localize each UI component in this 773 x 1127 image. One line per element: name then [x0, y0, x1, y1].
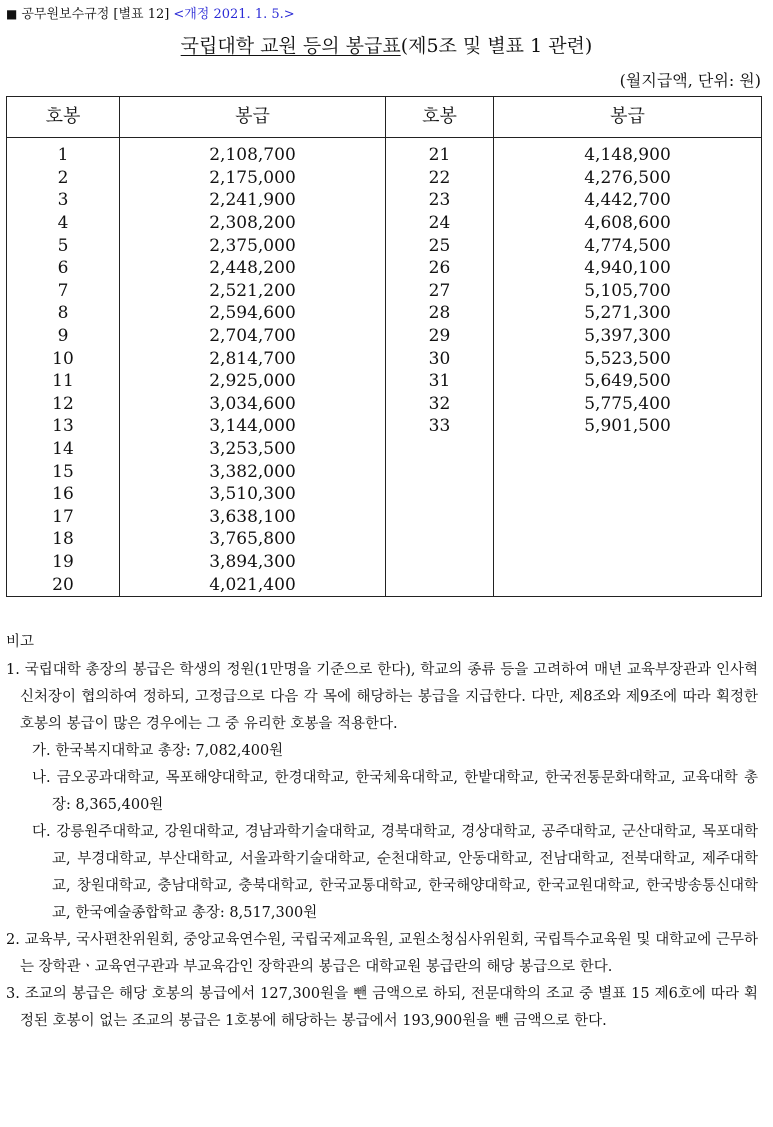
pay-cell [494, 528, 762, 551]
step-cell: 11 [7, 370, 120, 393]
step-cell: 15 [7, 460, 120, 483]
pay-cell: 2,308,200 [120, 212, 386, 235]
table-row [7, 234, 762, 257]
pay-cell: 4,608,600 [494, 212, 762, 235]
table-row [7, 280, 762, 303]
table-row [7, 460, 762, 483]
pay-cell: 4,940,100 [494, 257, 762, 280]
pay-cell [494, 460, 762, 483]
pay-cell: 2,925,000 [120, 370, 386, 393]
notes-section [6, 631, 758, 1035]
column-header-pay: 봉급 [120, 97, 386, 138]
pay-cell: 3,144,000 [120, 415, 386, 438]
step-cell: 31 [386, 370, 494, 393]
pay-cell: 4,148,900 [494, 138, 762, 167]
step-cell: 24 [386, 212, 494, 235]
pay-cell: 5,271,300 [494, 302, 762, 325]
step-cell: 1 [7, 138, 120, 167]
step-cell [386, 551, 494, 574]
pay-cell: 2,814,700 [120, 347, 386, 370]
note-item-2: 2. 교육부, 국사편찬위원회, 중앙교육연수원, 국립국제교육원, 교원소청심사위원회, 국립특수교육원 및 대학교에 근무하는 장학관ㆍ교육연구관과 부교육감인 장학관의 봉급은 대학교원 봉급란의 해당 봉급으로 한다. [6, 932, 758, 975]
column-header-step: 호봉 [386, 97, 494, 138]
note-subitem-ga: 가. 한국복지대학교 총장: 7,082,400원 [32, 743, 284, 759]
pay-cell: 2,241,900 [120, 189, 386, 212]
pay-cell [494, 438, 762, 461]
step-cell: 14 [7, 438, 120, 461]
note-item-1: 1. 국립대학 총장의 봉급은 학생의 정원(1만명을 기준으로 한다), 학교의 종류 등을 고려하여 매년 교육부장관과 인사혁신처장이 협의하여 정하되, 고정급으로 다음 각 목에 해당하는 봉급을 지급한다. 다만, 제8조와 제9조에 따라 획정한 호봉의 봉급이 많은 경우에는 그 중 유리한 호봉을 적용한다. [6, 662, 758, 732]
pay-cell [494, 573, 762, 596]
step-cell: 17 [7, 506, 120, 529]
unit-note: (월지급액, 단위: 원) [619, 71, 761, 90]
pay-cell: 2,175,000 [120, 167, 386, 190]
pay-cell: 2,448,200 [120, 257, 386, 280]
step-cell [386, 506, 494, 529]
table-row [7, 347, 762, 370]
note-subitem-da: 다. 강릉원주대학교, 강원대학교, 경남과학기술대학교, 경북대학교, 경상대학교, 공주대학교, 군산대학교, 목포대학교, 부경대학교, 부산대학교, 서울과학기술대학교, 순천대학교, 안동대학교, 전남대학교, 전북대학교, 제주대학교, 창원대학교, 충남대학교, 충북대학교, 한국교통대학교, 한국해양대학교, 한국교원대학교, 한국방송통신대학교, 한국예술종합학교 총장: 8,517,300원 [32, 824, 758, 921]
pay-cell: 5,901,500 [494, 415, 762, 438]
pay-cell: 3,382,000 [120, 460, 386, 483]
table-row [7, 528, 762, 551]
table-row [7, 393, 762, 416]
step-cell: 3 [7, 189, 120, 212]
step-cell [386, 483, 494, 506]
pay-cell: 5,397,300 [494, 325, 762, 348]
pay-cell: 5,105,700 [494, 280, 762, 303]
table-row [7, 551, 762, 574]
pay-cell: 2,108,700 [120, 138, 386, 167]
step-cell: 10 [7, 347, 120, 370]
step-cell: 22 [386, 167, 494, 190]
pay-cell: 2,521,200 [120, 280, 386, 303]
pay-cell: 3,765,800 [120, 528, 386, 551]
pay-cell: 3,253,500 [120, 438, 386, 461]
pay-cell: 2,375,000 [120, 234, 386, 257]
step-cell [386, 438, 494, 461]
step-cell: 5 [7, 234, 120, 257]
step-cell: 8 [7, 302, 120, 325]
step-cell: 23 [386, 189, 494, 212]
pay-cell: 2,704,700 [120, 325, 386, 348]
pay-cell: 4,276,500 [494, 167, 762, 190]
pay-cell: 4,442,700 [494, 189, 762, 212]
step-cell: 9 [7, 325, 120, 348]
table-row [7, 257, 762, 280]
step-cell: 30 [386, 347, 494, 370]
column-header-pay: 봉급 [494, 97, 762, 138]
salary-table-body [7, 138, 762, 597]
step-cell: 20 [7, 573, 120, 596]
table-row [7, 302, 762, 325]
table-header-row [7, 97, 762, 138]
pay-cell: 4,774,500 [494, 234, 762, 257]
column-header-step: 호봉 [7, 97, 120, 138]
table-row [7, 189, 762, 212]
pay-cell: 3,894,300 [120, 551, 386, 574]
pay-cell: 5,523,500 [494, 347, 762, 370]
pay-cell: 3,034,600 [120, 393, 386, 416]
step-cell: 4 [7, 212, 120, 235]
pay-cell [494, 551, 762, 574]
square-marker-icon: ■ [6, 7, 18, 21]
step-cell: 27 [386, 280, 494, 303]
pay-cell: 4,021,400 [120, 573, 386, 596]
step-cell [386, 528, 494, 551]
step-cell: 25 [386, 234, 494, 257]
step-cell: 33 [386, 415, 494, 438]
salary-table [6, 96, 762, 597]
step-cell: 21 [386, 138, 494, 167]
step-cell [386, 573, 494, 596]
pay-cell: 5,649,500 [494, 370, 762, 393]
document-header [6, 5, 295, 24]
table-row [7, 325, 762, 348]
step-cell: 2 [7, 167, 120, 190]
step-cell: 12 [7, 393, 120, 416]
step-cell: 13 [7, 415, 120, 438]
note-subitem-na: 나. 금오공과대학교, 목포해양대학교, 한경대학교, 한국체육대학교, 한밭대학교, 한국전통문화대학교, 교육대학 총장: 8,365,400원 [32, 770, 758, 813]
step-cell: 28 [386, 302, 494, 325]
pay-cell [494, 506, 762, 529]
step-cell: 7 [7, 280, 120, 303]
table-row [7, 438, 762, 461]
table-row [7, 506, 762, 529]
title-reference: (제5조 및 별표 1 관련) [400, 35, 593, 57]
table-row [7, 138, 762, 167]
pay-cell: 3,510,300 [120, 483, 386, 506]
step-cell: 32 [386, 393, 494, 416]
note-item-3: 3. 조교의 봉급은 해당 호봉의 봉급에서 127,300원을 뺀 금액으로 하되, 전문대학의 조교 중 별표 15 제6호에 따라 획정된 호봉이 없는 조교의 봉급은 1호봉에 해당하는 봉급에서 193,900원을 뺀 금액으로 한다. [6, 986, 758, 1029]
pay-cell: 3,638,100 [120, 506, 386, 529]
table-row [7, 573, 762, 596]
title-main: 국립대학 교원 등의 봉급표 [180, 35, 401, 57]
table-row [7, 212, 762, 235]
step-cell [386, 460, 494, 483]
table-row [7, 415, 762, 438]
amendment-date: <개정 2021. 1. 5.> [173, 7, 295, 22]
table-row [7, 483, 762, 506]
pay-cell: 5,775,400 [494, 393, 762, 416]
page-title [0, 34, 773, 58]
step-cell: 19 [7, 551, 120, 574]
step-cell: 6 [7, 257, 120, 280]
step-cell: 29 [386, 325, 494, 348]
step-cell: 26 [386, 257, 494, 280]
source-regulation: 공무원보수규정 [별표 12] [21, 7, 170, 22]
table-row [7, 370, 762, 393]
pay-cell [494, 483, 762, 506]
notes-heading: 비고 [6, 634, 35, 650]
pay-cell: 2,594,600 [120, 302, 386, 325]
step-cell: 16 [7, 483, 120, 506]
step-cell: 18 [7, 528, 120, 551]
table-row [7, 167, 762, 190]
